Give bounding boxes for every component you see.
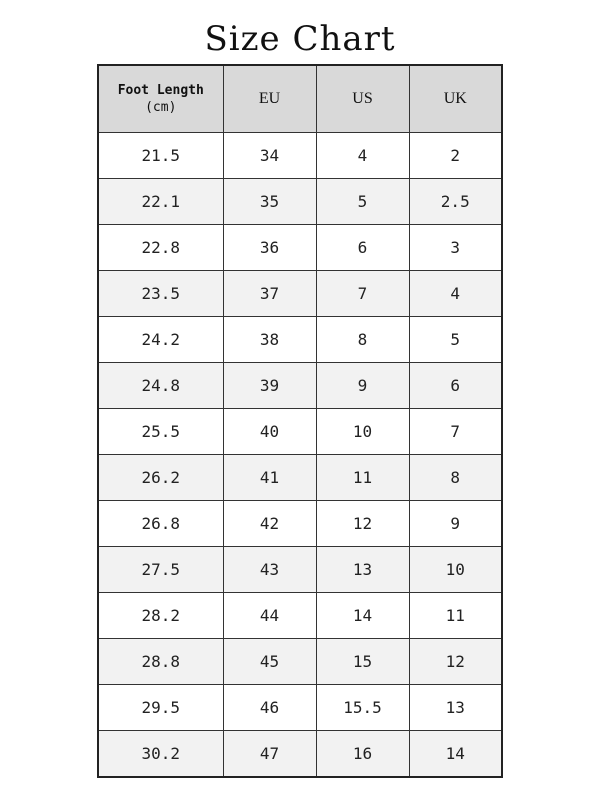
cell-eu: 41 xyxy=(223,455,316,501)
cell-eu: 45 xyxy=(223,639,316,685)
cell-eu: 36 xyxy=(223,225,316,271)
cell-eu: 39 xyxy=(223,363,316,409)
table-row xyxy=(98,501,502,547)
table-row xyxy=(98,179,502,225)
cell-foot: 24.2 xyxy=(98,317,223,363)
cell-eu: 43 xyxy=(223,547,316,593)
table-row xyxy=(98,639,502,685)
cell-us: 9 xyxy=(316,363,409,409)
cell-us: 8 xyxy=(316,317,409,363)
cell-uk: 7 xyxy=(409,409,502,455)
cell-us: 16 xyxy=(316,731,409,778)
cell-uk: 14 xyxy=(409,731,502,778)
cell-eu: 38 xyxy=(223,317,316,363)
cell-eu: 34 xyxy=(223,133,316,179)
cell-eu: 44 xyxy=(223,593,316,639)
table-row xyxy=(98,685,502,731)
cell-uk: 9 xyxy=(409,501,502,547)
cell-uk: 2.5 xyxy=(409,179,502,225)
table-row xyxy=(98,455,502,501)
cell-us: 7 xyxy=(316,271,409,317)
cell-us: 11 xyxy=(316,455,409,501)
table-row xyxy=(98,363,502,409)
cell-foot: 24.8 xyxy=(98,363,223,409)
cell-eu: 35 xyxy=(223,179,316,225)
size-chart-table xyxy=(97,64,503,778)
header-row xyxy=(98,65,502,133)
cell-foot: 26.8 xyxy=(98,501,223,547)
header-eu: EU xyxy=(223,65,316,133)
cell-us: 10 xyxy=(316,409,409,455)
cell-foot: 22.8 xyxy=(98,225,223,271)
cell-uk: 2 xyxy=(409,133,502,179)
cell-uk: 3 xyxy=(409,225,502,271)
cell-foot: 28.8 xyxy=(98,639,223,685)
cell-foot: 27.5 xyxy=(98,547,223,593)
cell-uk: 13 xyxy=(409,685,502,731)
cell-eu: 40 xyxy=(223,409,316,455)
cell-eu: 42 xyxy=(223,501,316,547)
page-title: Size Chart xyxy=(204,19,396,59)
table-row xyxy=(98,409,502,455)
cell-us: 15 xyxy=(316,639,409,685)
cell-foot: 30.2 xyxy=(98,731,223,778)
cell-foot: 25.5 xyxy=(98,409,223,455)
cell-foot: 21.5 xyxy=(98,133,223,179)
header-foot-length-unit: (cm) xyxy=(145,100,177,115)
table-row xyxy=(98,271,502,317)
cell-eu: 37 xyxy=(223,271,316,317)
table-header xyxy=(98,65,502,133)
cell-uk: 6 xyxy=(409,363,502,409)
cell-uk: 11 xyxy=(409,593,502,639)
cell-us: 15.5 xyxy=(316,685,409,731)
cell-foot: 26.2 xyxy=(98,455,223,501)
cell-us: 6 xyxy=(316,225,409,271)
cell-us: 14 xyxy=(316,593,409,639)
cell-foot: 29.5 xyxy=(98,685,223,731)
header-us: US xyxy=(316,65,409,133)
table-row xyxy=(98,547,502,593)
cell-foot: 28.2 xyxy=(98,593,223,639)
header-foot-length xyxy=(98,65,223,133)
table-row xyxy=(98,317,502,363)
cell-eu: 46 xyxy=(223,685,316,731)
table-row xyxy=(98,225,502,271)
cell-us: 5 xyxy=(316,179,409,225)
table-body xyxy=(98,133,502,778)
cell-uk: 5 xyxy=(409,317,502,363)
table-row xyxy=(98,593,502,639)
cell-foot: 22.1 xyxy=(98,179,223,225)
cell-eu: 47 xyxy=(223,731,316,778)
table-row xyxy=(98,731,502,778)
header-uk: UK xyxy=(409,65,502,133)
cell-uk: 4 xyxy=(409,271,502,317)
table-row xyxy=(98,133,502,179)
cell-uk: 8 xyxy=(409,455,502,501)
cell-us: 13 xyxy=(316,547,409,593)
cell-us: 12 xyxy=(316,501,409,547)
cell-uk: 12 xyxy=(409,639,502,685)
header-foot-length-label: Foot Length xyxy=(117,83,204,98)
cell-us: 4 xyxy=(316,133,409,179)
cell-uk: 10 xyxy=(409,547,502,593)
cell-foot: 23.5 xyxy=(98,271,223,317)
